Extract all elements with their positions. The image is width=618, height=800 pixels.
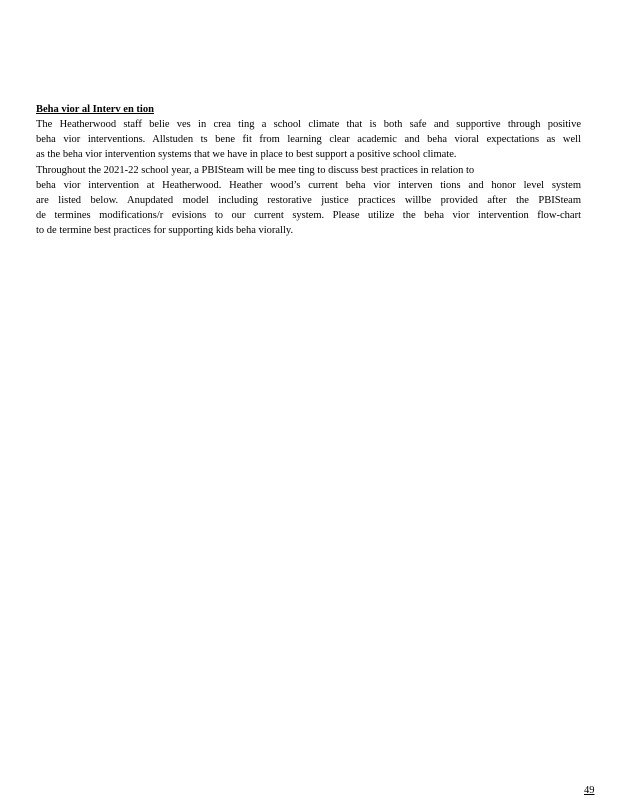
body-line: to de termine best practices for supporting kids beha viorally.: [36, 225, 294, 237]
body-line: as the beha vior intervention systems that we have in place to best support a positive school climate.: [36, 149, 457, 161]
body-line: de termines modifications/r evisions to our current system. Please utilize the beha vior intervention flow-chart: [36, 210, 581, 222]
behavioral-intervention-section: [36, 103, 581, 239]
section-body: [36, 117, 581, 239]
section-heading: Beha vior al Interv en tion: [36, 104, 154, 115]
body-line: Throughout the 2021-22 school year, a PBISteam will be mee ting to discuss best practices in relation to: [36, 164, 475, 176]
page-number: 49: [584, 785, 595, 796]
body-line: beha vior interventions. Allstuden ts bene fit from learning clear academic and beha vioral expectations as well: [36, 134, 581, 146]
body-line: The Heatherwood staff belie ves in crea ting a school climate that is both safe and supportive through positive: [36, 119, 581, 130]
body-line: beha vior intervention at Heatherwood. Heather wood’s current beha vior interven tions and honor level system: [36, 179, 581, 191]
body-line: are listed below. Anupdated model including restorative justice practices willbe provided after the PBISteam: [36, 195, 581, 207]
